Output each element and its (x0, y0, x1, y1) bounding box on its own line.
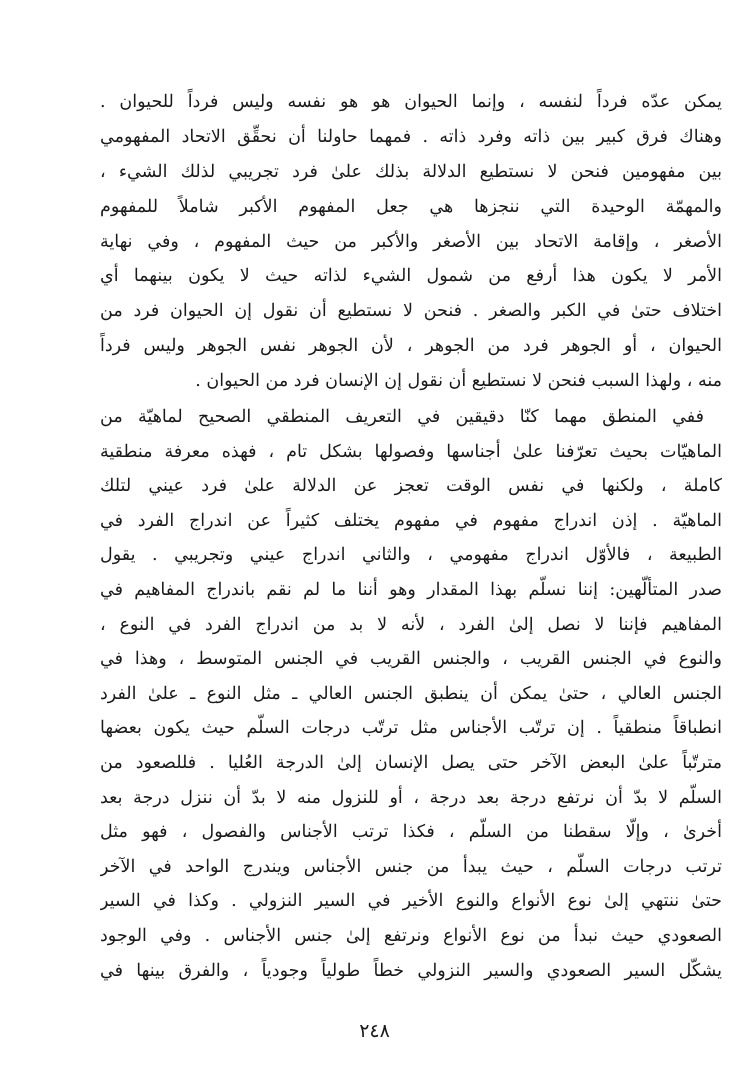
text-line: الجنس العالي ، حتىٰ يمكن أن ينطبق الجنس العالي ـ مثل النوع ـ علىٰ الفرد (100, 683, 722, 704)
text-line: حتىٰ ننتهي إلىٰ نوع الأنواع والنوع الأخير في السير النزولي . وكذا في السير (100, 891, 722, 912)
text-line: والنوع في الجنس القريب ، والجنس القريب في الجنس المتوسط ، وهذا في (100, 649, 722, 670)
text-line: الأمر لا يكون هذا أرفع من شمول الشيء لذاته حيث لا يكون بينهما أي (100, 266, 722, 287)
text-line: بين مفهومين فنحن لا نستطيع الدلالة بذلك علىٰ فرد تجريبي لذلك الشيء ، (100, 161, 722, 182)
text-line: مترتّباً علىٰ البعض الآخر حتى يصل الإنسان إلىٰ الدرجة العُليا . فللصعود من (100, 752, 722, 773)
text-line: الصعودي حيث نبدأ من نوع الأنواع ونرتفع إلىٰ جنس الأجناس . وفي الوجود (100, 925, 722, 946)
text-line: الطبيعة ، فالأوّل اندراج مفهومي ، والثاني اندراج عيني وتجريبي . يقول (100, 545, 722, 566)
page-number: ٢٤٨ (359, 1020, 390, 1042)
text-line: ففي المنطق مهما كنّا دقيقين في التعريف المنطقي الصحيح لماهيّة من (100, 407, 704, 427)
text-line: يشكّل السير الصعودي والسير النزولي خطاً طولياً وجودياً ، والفرق بينها في (100, 960, 722, 981)
text-line: منه ، ولهذا السبب فنحن لا نستطيع أن نقول إن الإنسان فرد من الحيوان . (195, 371, 722, 392)
text-line: الماهيّة . إذن اندراج مفهوم في مفهوم يختلف كثيراً عن اندراج الفرد في (100, 510, 722, 531)
text-line: ترتب درجات السلّم ، حيث يبدأ من جنس الأجناس ويندرج الواحد في الآخر (100, 856, 722, 877)
text-line: وهناك فرق كبير بين ذاته وفرد ذاته . فمهما حاولنا أن نحقِّق الاتحاد المفهومي (100, 126, 722, 147)
text-line: كاملة ، ولكنها في نفس الوقت تعجز عن الدلالة علىٰ فرد عيني لتلك (100, 476, 722, 497)
text-line: المفاهيم فإننا لا نصل إلىٰ الفرد ، لأنه لا بد من اندراج الفرد في النوع ، (100, 614, 722, 635)
text-line: اختلاف حتىٰ في الكبر والصغر . فنحن لا نستطيع أن نقول إن الحيوان فرد من (100, 301, 722, 322)
text-line: السلّم لا بدّ أن نرتفع درجة بعد درجة ، أو للنزول منه لا بدّ أن ننزل درجة بعد (100, 787, 722, 808)
text-line: انطباقاً منطقياً . إن ترتّب الأجناس مثل ترتّب درجات السلّم حيث يكون بعضها (100, 718, 722, 739)
text-line: الأصغر ، وإقامة الاتحاد بين الأصغر والأكبر من حيث المفهوم ، وفي نهاية (100, 231, 722, 252)
text-line: والمهمّة الوحيدة التي ننجزها هي جعل المفهوم الأكبر شاملاً للمفهوم (100, 196, 722, 217)
text-line: يمكن عدّه فرداً لنفسه ، وإنما الحيوان هو هو نفسه وليس فرداً للحيوان . (100, 92, 722, 112)
text-line: الحيوان ، أو الجوهر فرد من الجوهر ، لأن الجوهر نفس الجوهر وليس فرداً (100, 336, 722, 357)
text-line: أخرىٰ ، وإلّا سقطنا من السلّم ، فكذا ترتب الأجناس والفصول ، فهو مثل (100, 822, 722, 843)
text-line: صدر المتألّهين: إننا نسلّم بهذا المقدار وهو أننا ما لم نقم باندراج المفاهيم في (100, 579, 722, 600)
text-line: الماهيّات بحيث تعرّفنا علىٰ أجناسها وفصولها بشكل تام ، فهذه معرفة منطقية (100, 441, 722, 462)
paragraph-2 (100, 400, 722, 988)
paragraph-1 (100, 85, 722, 399)
